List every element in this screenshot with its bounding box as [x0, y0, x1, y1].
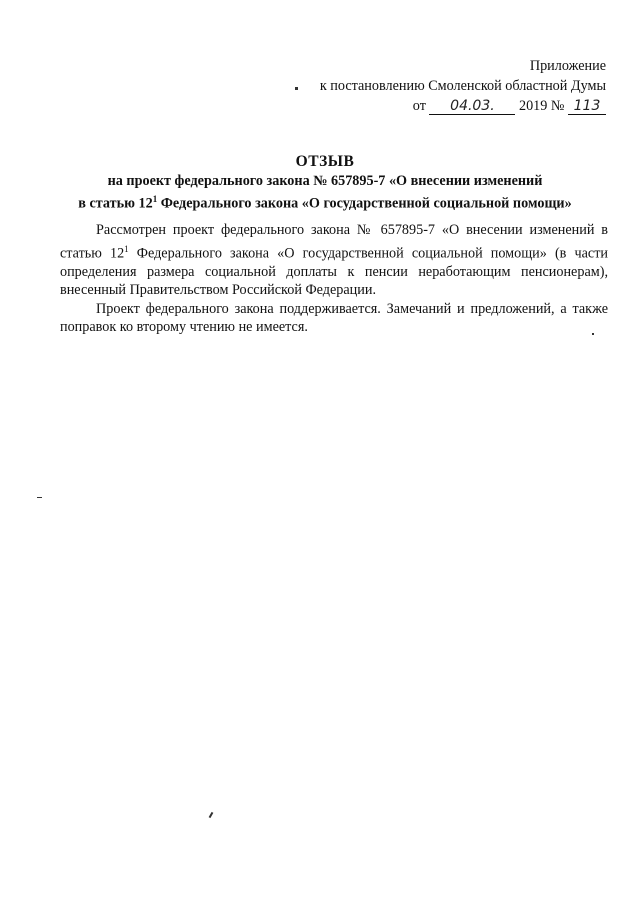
- title-line-2-end: Федерального закона «О государственной социальной помощи»: [157, 195, 572, 212]
- title-line-2-superscript: 1: [152, 194, 158, 204]
- handwritten-number: 113: [568, 99, 606, 115]
- scan-speck: [592, 333, 594, 335]
- title-line-2-start: в статью 12: [78, 195, 153, 212]
- paragraph-1: [60, 221, 608, 300]
- handwritten-date: 04.03.: [429, 99, 515, 115]
- paragraph-1-end: Федерального закона «О государственной социальной помощи» (в части определения размера социальной доплаты к пенсии неработающим пенсионерам), внесенный Правительством Российской Федерации.: [60, 245, 609, 299]
- title-line-2: [40, 190, 610, 213]
- date-prefix: от: [412, 98, 426, 114]
- scan-speck: [209, 812, 214, 818]
- paragraph-1-start: Рассмотрен проект федерального закона № 657895-7 «О внесении изменений в статью 12: [60, 222, 608, 262]
- paragraph-2: Проект федерального закона поддерживается. Замечаний и предложений, а также поправок ко второму чтению не имеется.: [60, 300, 608, 336]
- appendix-label: Приложение: [529, 58, 606, 74]
- scan-speck: [37, 497, 42, 498]
- year-label: 2019 №: [518, 98, 565, 114]
- appendix-date-line: [320, 96, 606, 116]
- title-heading: ОТЗЫВ: [295, 153, 355, 170]
- scan-speck: [295, 87, 298, 90]
- appendix-decree-reference: к постановлению Смоленской областной Думы: [319, 78, 606, 94]
- document-title: [40, 152, 610, 213]
- document-body: [60, 221, 608, 337]
- appendix-header: [320, 56, 606, 116]
- paragraph-1-superscript: 1: [124, 243, 129, 254]
- title-line-1: на проект федерального закона № 657895-7 «О внесении изменений: [107, 173, 543, 189]
